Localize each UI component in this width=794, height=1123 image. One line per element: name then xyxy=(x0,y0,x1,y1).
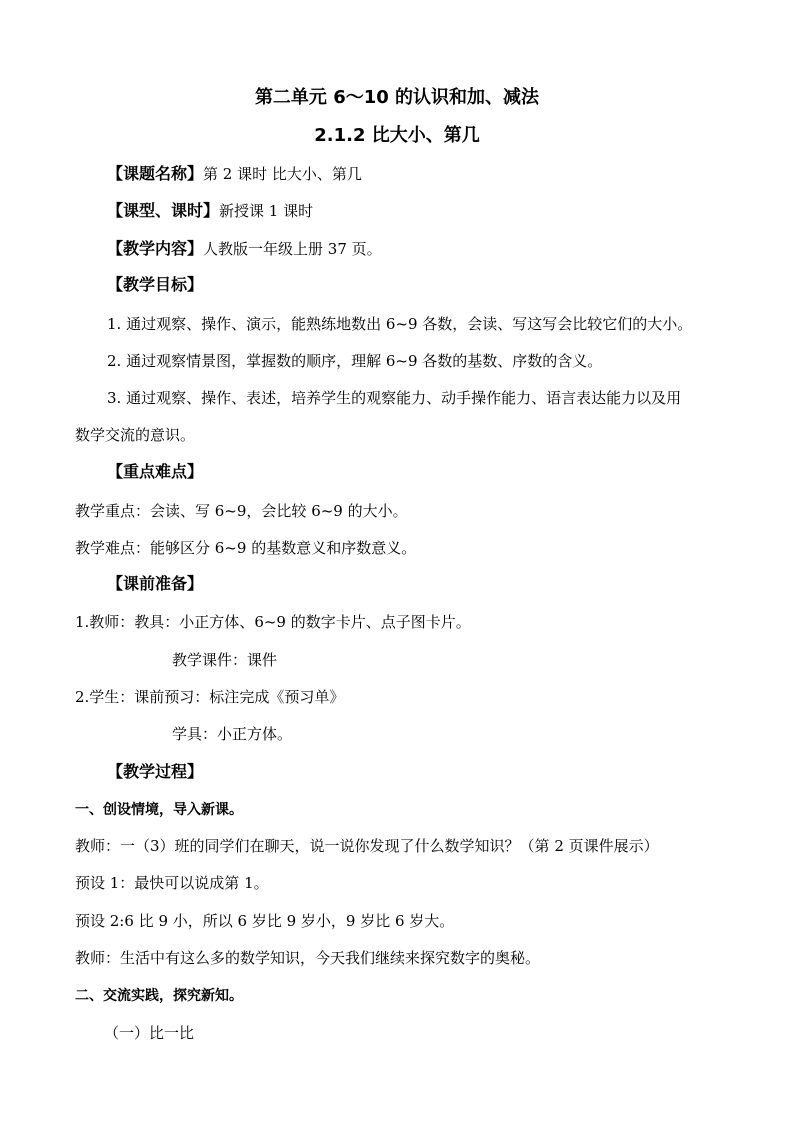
content-label: 【教学内容】 xyxy=(107,239,204,258)
objective-item: 2. 通过观察情景图，掌握数的顺序，理解 6~9 各数的基数、序数的含义。 xyxy=(107,352,603,370)
lesson-title: 2.1.2 比大小、第几 xyxy=(314,125,480,146)
process-heading: 【教学过程】 xyxy=(107,762,204,781)
prep-heading: 【课前准备】 xyxy=(107,574,204,593)
objective-item: 3. 通过观察、操作、表述，培养学生的观察能力、动手操作能力、语言表达能力以及用 xyxy=(107,389,682,407)
topic-row xyxy=(107,164,362,184)
process-paragraph: 教师：生活中有这么多的数学知识，今天我们继续来探究数字的奥秘。 xyxy=(75,949,541,967)
objectives-heading: 【教学目标】 xyxy=(107,275,204,294)
section-heading: 二、交流实践，探究新知。 xyxy=(75,988,243,1004)
content-value: 人教版一年级上册 37 页。 xyxy=(203,240,382,258)
teacher-prep: 1.教师：教具：小正方体、6~9 的数字卡片、点子图卡片。 xyxy=(75,613,471,631)
difficulty-text: 教学难点：能够区分 6~9 的基数意义和序数意义。 xyxy=(75,539,417,557)
student-prep: 2.学生：课前预习：标注完成《预习单》 xyxy=(75,688,345,706)
subsection-heading: （一）比一比 xyxy=(104,1024,195,1042)
objective-item-continued: 数学交流的意识。 xyxy=(75,426,196,444)
type-label: 【课型、课时】 xyxy=(107,201,220,220)
student-prep-sub: 学具：小正方体。 xyxy=(172,725,293,743)
focus-text: 教学重点：会读、写 6~9，会比较 6~9 的大小。 xyxy=(75,502,408,520)
type-row xyxy=(107,201,313,221)
topic-value: 第 2 课时 比大小、第几 xyxy=(203,165,362,183)
teacher-prep-sub: 教学课件：课件 xyxy=(172,651,278,669)
type-value: 新授课 1 课时 xyxy=(219,202,314,220)
topic-label: 【课题名称】 xyxy=(107,164,204,183)
content-row xyxy=(107,239,382,259)
section-heading: 一、创设情境，导入新课。 xyxy=(75,802,243,818)
process-paragraph: 预设 2:6 比 9 小，所以 6 岁比 9 岁小，9 岁比 6 岁大。 xyxy=(75,912,455,930)
keypoints-heading: 【重点难点】 xyxy=(107,462,204,481)
process-paragraph: 预设 1：最快可以说成第 1。 xyxy=(75,874,269,892)
objective-item: 1. 通过观察、操作、演示，能熟练地数出 6~9 各数，会读、写这写会比较它们的大小。 xyxy=(107,315,693,333)
process-paragraph: 教师：一（3）班的同学们在聊天，说一说你发现了什么数学知识？（第 2 页课件展示） xyxy=(75,837,659,855)
unit-title: 第二单元 6～10 的认识和加、减法 xyxy=(254,87,540,108)
